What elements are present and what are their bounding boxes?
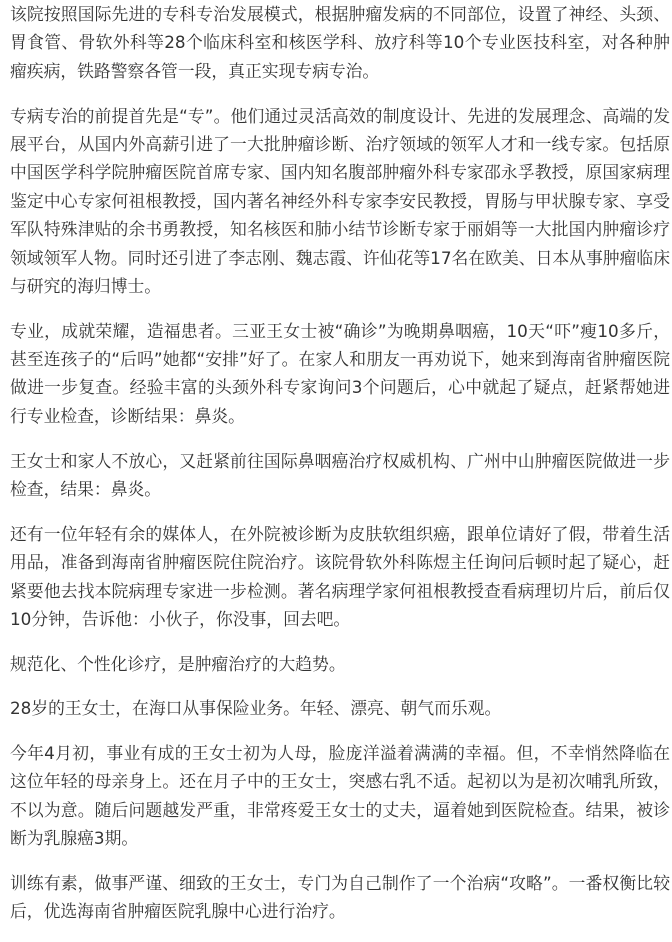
paragraph-case-haikou-treatment: 训练有素，做事严谨、细致的王女士，专门为自己制作了一个治病“攻略”。一番权衡比较后，优选海南省肿瘤医院乳腺中心进行治疗。 [10,872,670,922]
paragraph-case-haikou-intro: 28岁的王女士，在海口从事保险业务。年轻、漂亮、朝气而乐观。 [10,698,502,719]
paragraph-case-media-worker: 还有一位年轻有余的媒体人，在外院被诊断为皮肤软组织癌，跟单位请好了假，带着生活用品，准备到海南省肿瘤医院住院治疗。该院骨软外科陈煜主任询问后顿时起了疑心，赶紧要他去找本院病理专家进一步检测。著名病理学家何祖根教授查看病理切片后，前后仅10分钟，告诉他：小伙子，你没事，回去吧。 [10,523,670,629]
paragraph-case-haikou-diagnosis: 今年4月初，事业有成的王女士初为人母，脸庞洋溢着满满的幸福。但，不幸悄然降临在这位年轻的母亲身上。还在月子中的王女士，突感右乳不适。起初以为是初次哺乳所致，不以为意。随后问题越发严重，非常疼爱王女士的丈夫，逼着她到医院检查。结果，被诊断为乳腺癌3期。 [10,743,670,849]
paragraph-specialty-model: 该院按照国际先进的专科专治发展模式，根据肿瘤发病的不同部位，设置了神经、头颈、胃食管、骨软外科等28个临床科室和核医学科、放疗科等10个专业医技科室，对各种肿瘤疾病，铁路警察各管一段，真正实现专病专治。 [10,4,670,81]
paragraph-expert-team: 专病专治的前提首先是“专”。他们通过灵活高效的制度设计、先进的发展理念、高端的发展平台，从国内外高薪引进了一大批肿瘤诊断、治疗领域的领军人才和一线专家。包括原中国医学科学院肿瘤医院首席专家、国内知名腹部肿瘤外科专家邵永孚教授，原国家病理鉴定中心专家何祖根教授，国内著名神经外科专家李安民教授，胃肠与甲状腺专家、享受军队特殊津贴的余书勇教授，知名核医和肺小结节诊断专家于丽娟等一大批国内肿瘤诊疗领域领军人物。同时还引进了李志刚、魏志霞、许仙花等17名在欧美、日本从事肿瘤临床与研究的海归博士。 [10,105,670,296]
paragraph-trend: 规范化、个性化诊疗，是肿瘤治疗的大趋势。 [10,653,346,674]
paragraph-case-sanya-followup: 王女士和家人不放心，又赶紧前往国际鼻咽癌治疗权威机构、广州中山肿瘤医院做进一步检查，结果：鼻炎。 [10,450,670,499]
paragraph-case-sanya: 专业，成就荣耀，造福患者。三亚王女士被“确诊”为晚期鼻咽癌，10天“吓”瘦10多斤，甚至连孩子的“后吗”她都“安排”好了。在家人和朋友一再劝说下，她来到海南省肿瘤医院做进一步复查。经验丰富的头颈外科专家询问3个问题后，心中就起了疑点，赶紧帮她进行专业检查，诊断结果：鼻炎。 [10,320,670,426]
article-body [10,0,670,942]
